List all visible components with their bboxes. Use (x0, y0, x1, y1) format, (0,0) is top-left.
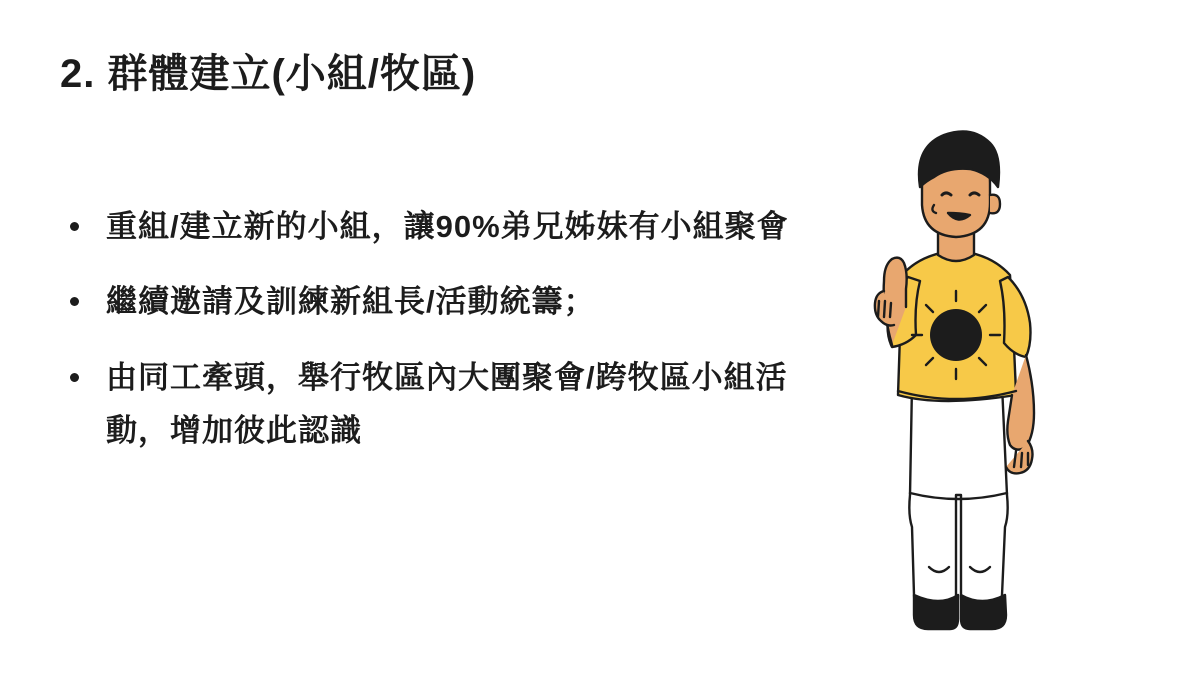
standing-person-pointing-up-illustration (830, 95, 1080, 640)
bullet-list (58, 200, 818, 479)
list-item: 重組/建立新的小組，讓90%弟兄姊妹有小組聚會 (58, 200, 818, 253)
list-item: 繼續邀請及訓練新組長/活動統籌； (58, 275, 818, 328)
list-item: 由同工牽頭，舉行牧區內大團聚會/跨牧區小組活動，增加彼此認識 (58, 351, 818, 458)
page-title: 2. 群體建立(小組/牧區) (60, 52, 477, 96)
